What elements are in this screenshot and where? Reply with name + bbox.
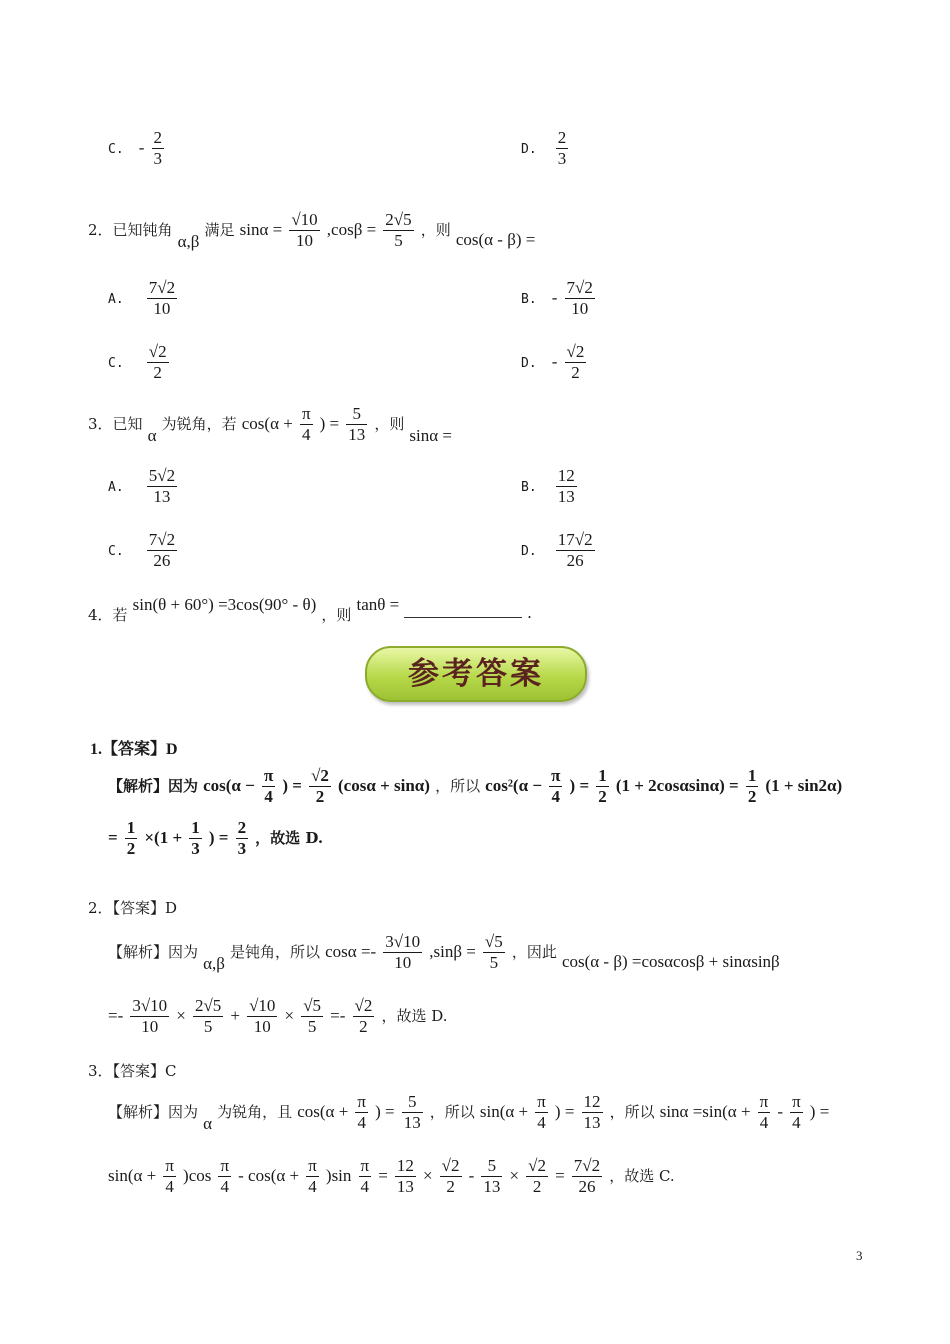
answer-1-line-2: = $\frac{1}{2}$ ×(1 + $\frac{1}{3}$ ) = $\frac{2}{3}$ ，故选 D.: [108, 818, 324, 858]
answer-2-heading: 2．【答案】D: [88, 899, 178, 917]
answer-2-line-1: 【解析】因为 α,β 是钝角，所以 cosα =- $\frac{3√10}{10}$ ,sinβ = $\frac{√5}{5}$ ，因此 cos(α - β) =cosαcosβ + sinαsinβ: [108, 932, 780, 973]
fraction: $\frac{5}{13}$: [348, 404, 366, 444]
fraction: $\frac{7√2}{26}$: [573, 1156, 601, 1196]
fraction: $\frac{\pi}{4}$: [551, 766, 561, 806]
fraction: $\frac{√2}{2}$: [566, 342, 585, 382]
q3-option-d: D. $\frac{17√2}{26}$: [521, 530, 593, 570]
fraction: $\frac{√2}{2}$: [354, 996, 373, 1036]
fraction: $\frac{1}{2}$: [747, 766, 757, 806]
q3-option-a: A. $\frac{5√2}{13}$: [108, 466, 176, 506]
fraction: $\frac{7√2}{26}$: [148, 530, 176, 570]
fraction: $\frac{5}{13}$: [483, 1156, 501, 1196]
fraction: $\frac{1}{2}$: [598, 766, 607, 806]
fraction: $\frac{2√5}{5}$: [194, 996, 222, 1036]
q1-option-c: C. - $\frac{2}{3}$: [108, 128, 163, 168]
fraction: $\frac{12}{13}$: [396, 1156, 414, 1196]
fraction: $\frac{7√2}{10}$: [566, 278, 593, 318]
q3-option-c: C. $\frac{7√2}{26}$: [108, 530, 176, 570]
fraction: $\frac{5}{13}$: [403, 1092, 421, 1132]
answer-banner: 参考答案: [365, 646, 587, 702]
fraction: $\frac{√2}{2}$: [528, 1156, 546, 1196]
fraction: $\frac{√2}{2}$: [441, 1156, 460, 1196]
fraction: $\frac{\pi}{4}$: [301, 404, 311, 444]
fraction: $\frac{7√2}{10}$: [148, 278, 176, 318]
option-label: D.: [521, 142, 537, 157]
answer-3-line-1: 【解析】因为 α 为锐角，且 cos(α + $\frac{\pi}{4}$ ) = $\frac{5}{13}$ ，所以 sin(α + $\frac{\pi}{4}$ ) = $\frac{12}{13}$ ，所以 sinα =sin(α + $\frac{\pi}{4}$ - $\frac{\pi}{4}$ ) =: [108, 1092, 830, 1133]
fraction: $\frac{2√5}{5}$: [385, 210, 412, 250]
fraction: $\frac{\pi}{4}$: [360, 1156, 370, 1196]
fraction: $\frac{√5}{5}$: [484, 932, 503, 972]
question-2: 2．已知钝角 α,β 满足 sinα = $\frac{√10}{10}$ ,cosβ = $\frac{2√5}{5}$ ，则 cos(α - β) =: [88, 210, 536, 251]
fraction: $\frac{\pi}{4}$: [263, 766, 274, 806]
page-number: 3: [856, 1248, 863, 1263]
answer-2-line-2: =- $\frac{3√10}{10}$ × $\frac{2√5}{5}$ + $\frac{√10}{10}$ × $\frac{√5}{5}$ =- $\frac{√2}{2}$ ，故选 D.: [108, 996, 448, 1036]
fraction: $\frac{2}{3}$: [557, 128, 567, 168]
fraction: $\frac{\pi}{4}$: [537, 1092, 546, 1132]
fraction: $\frac{2}{3}$: [237, 818, 247, 858]
question-3: 3．已知 α 为锐角，若 cos(α + $\frac{\pi}{4}$ ) = $\frac{5}{13}$ ，则 sinα =: [88, 404, 453, 445]
q2-option-a: A. $\frac{7√2}{10}$: [108, 278, 176, 318]
fraction: $\frac{√2}{2}$: [148, 342, 167, 382]
fraction: $\frac{5√2}{13}$: [148, 466, 176, 506]
fraction: $\frac{\pi}{4}$: [308, 1156, 317, 1196]
fraction: $\frac{\pi}{4}$: [357, 1092, 366, 1132]
fraction: $\frac{\pi}{4}$: [759, 1092, 769, 1132]
fraction: $\frac{12}{13}$: [583, 1092, 601, 1132]
fraction: $\frac{3√10}{10}$: [132, 996, 168, 1036]
fraction: $\frac{1}{2}$: [126, 818, 136, 858]
fraction: $\frac{\pi}{4}$: [165, 1156, 174, 1196]
answer-1-line-1: 【解析】因为 cos(α − $\frac{\pi}{4}$ ) = $\frac{√2}{2}$ (cosα + sinα) ，所以 cos²(α − $\frac{\pi}{4}$ ) = $\frac{1}{2}$ (1 + 2cosαsinα) = $\frac{1}{2}$ (1 + sin2α): [108, 766, 843, 806]
answer-blank: [404, 603, 522, 618]
q2-option-b: B. - $\frac{7√2}{10}$: [521, 278, 593, 318]
fraction: $\frac{3√10}{10}$: [385, 932, 421, 972]
answer-3-heading: 3．【答案】C: [88, 1062, 177, 1080]
fraction: $\frac{√10}{10}$: [291, 210, 318, 250]
q1-option-d: [521, 128, 570, 169]
fraction: $\frac{1}{3}$: [191, 818, 200, 858]
fraction: $\frac{2}{3}$: [153, 128, 163, 168]
fraction: $\frac{12}{13}$: [557, 466, 575, 506]
answer-1-heading: 1.【答案】D: [90, 741, 178, 758]
option-label: C.: [108, 142, 124, 157]
fraction: $\frac{√5}{5}$: [303, 996, 322, 1036]
fraction: $\frac{17√2}{26}$: [557, 530, 593, 570]
answer-3-line-2: sin(α + $\frac{\pi}{4}$ )cos $\frac{\pi}{4}$ - cos(α + $\frac{\pi}{4}$ )sin $\frac{\pi}{4}$ = $\frac{12}{13}$ × $\frac{√2}{2}$ - $\frac{5}{13}$ × $\frac{√2}{2}$ = $\frac{7√2}{26}$ ，故选 C.: [108, 1156, 675, 1196]
q2-option-c: C. $\frac{√2}{2}$: [108, 342, 167, 382]
question-4: 4．若 sin(θ + 60°) =3cos(90° - θ) ，则 tanθ = .: [88, 595, 532, 624]
fraction: $\frac{\pi}{4}$: [220, 1156, 230, 1196]
q2-option-d: D. - $\frac{√2}{2}$: [521, 342, 585, 382]
fraction: $\frac{√10}{10}$: [249, 996, 276, 1036]
fraction: $\frac{√2}{2}$: [311, 766, 329, 806]
fraction: $\frac{\pi}{4}$: [792, 1092, 801, 1132]
q3-option-b: B. $\frac{12}{13}$: [521, 466, 575, 506]
